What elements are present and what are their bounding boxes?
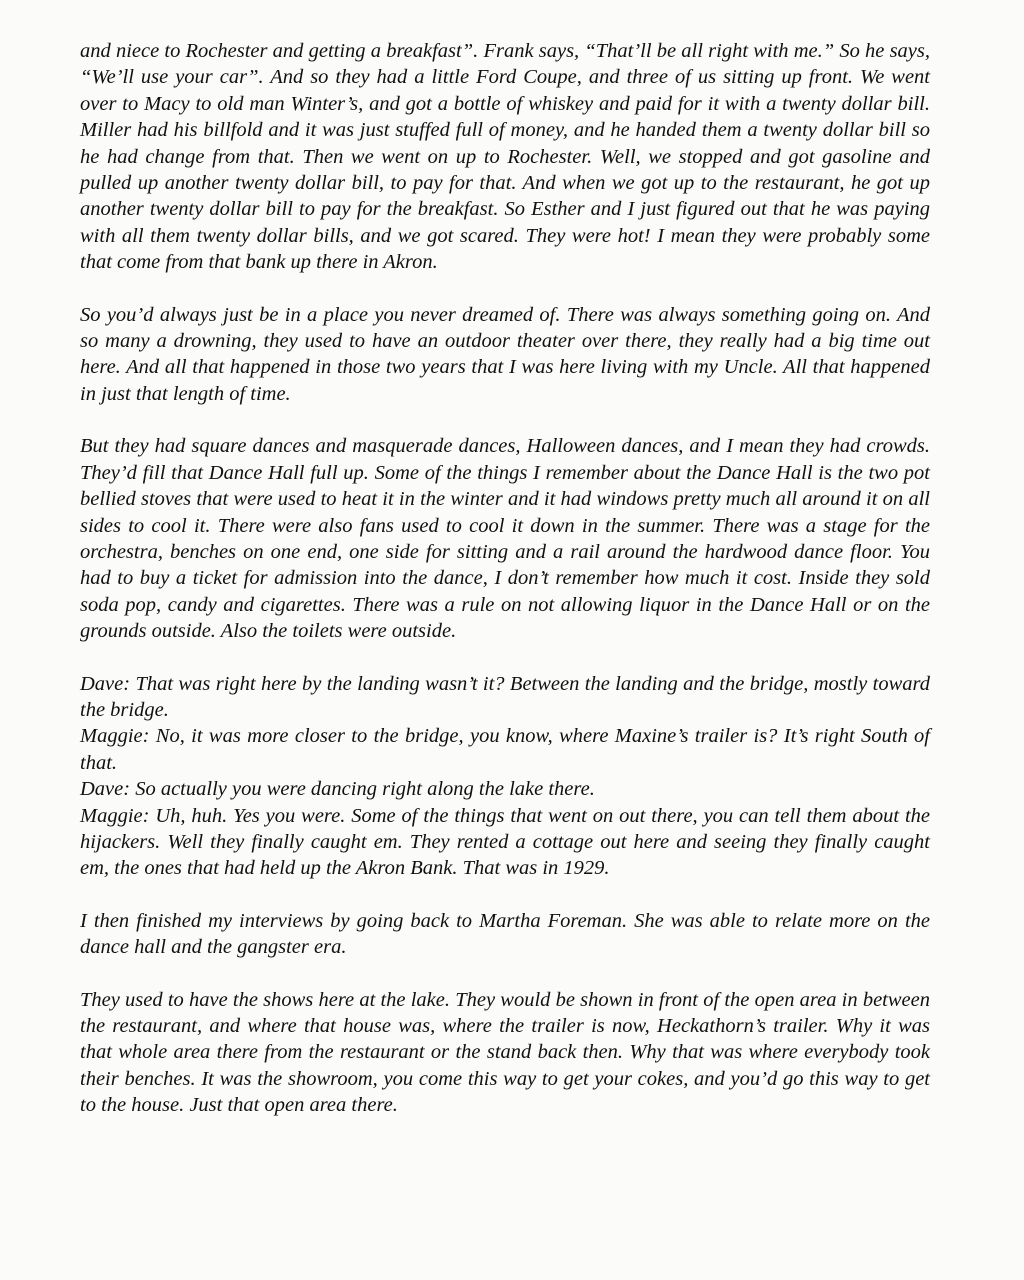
dialogue-line-maggie-1: Maggie: No, it was more closer to the bridge, you know, where Maxine’s trailer is? It’s right South of that. xyxy=(80,725,930,774)
paragraph-breakfast-story: and niece to Rochester and getting a breakfast”. Frank says, “That’ll be all right with me.” So he says, “We’ll use your car”. And so they had a little Ford Coupe, and three of us sitting up front. We went over to Macy to old man Winter’s, and got a bottle of whiskey and paid for it with a twenty dollar bill. Miller had his billfold and it was just stuffed full of money, and he handed them a twenty dollar bill so he had change from that. Then we went on up to Rochester. Well, we stopped and got gasoline and pulled up another twenty dollar bill, to pay for that. And when we got up to the restaurant, he got up another twenty dollar bill to pay for the breakfast. So Esther and I just figured out that he was paying with all them twenty dollar bills, and we got scared. They were hot! I mean they were probably some that come from that bank up there in Akron. xyxy=(80,40,930,274)
interview-dialogue xyxy=(80,671,930,882)
paragraph-place-never-dreamed: So you’d always just be in a place you never dreamed of. There was always something going on. And so many a drowning, they used to have an outdoor theater over there, they really had a big time out here. And all that happened in those two years that I was here living with my Uncle. All that happened in just that length of time. xyxy=(80,303,930,405)
paragraph-shows-at-lake: They used to have the shows here at the lake. They would be shown in front of the open area in between the restaurant, and where that house was, where the trailer is now, Heckathorn’s trailer. Why it was that whole area there from the restaurant or the stand back then. Why that was where everybody took their benches. It was the showroom, you come this way to get your cokes, and you’d go this way to get to the house. Just that open area there. xyxy=(80,988,930,1117)
dialogue-line-maggie-2: Maggie: Uh, huh. Yes you were. Some of the things that went on out there, you can tell them about the hijackers. Well they finally caught em. They rented a cottage out here and seeing they finally caught em, the ones that had held up the Akron Bank. That was in 1929. xyxy=(80,804,930,880)
document-text xyxy=(80,38,930,1145)
paragraph-dance-hall: But they had square dances and masquerade dances, Halloween dances, and I mean they had crowds. They’d fill that Dance Hall full up. Some of the things I remember about the Dance Hall is the two pot bellied stoves that were used to heat it in the winter and it had windows pretty much all around it on all sides to cool it. There were also fans used to cool it down in the summer. There was a stage for the orchestra, benches on one end, one side for sitting and a rail around the hardwood dance floor. You had to buy a ticket for admission into the dance, I don’t remember how much it cost. Inside they sold soda pop, candy and cigarettes. There was a rule on not allowing liquor in the Dance Hall or on the grounds outside. Also the toilets were outside. xyxy=(80,435,930,643)
dialogue-line-dave-1: Dave: That was right here by the landing wasn’t it? Between the landing and the bridge, mostly toward the bridge. xyxy=(80,672,930,721)
dialogue-line-dave-2: Dave: So actually you were dancing right along the lake there. xyxy=(80,778,595,801)
paragraph-martha-foreman: I then finished my interviews by going back to Martha Foreman. She was able to relate more on the dance hall and the gangster era. xyxy=(80,909,930,959)
